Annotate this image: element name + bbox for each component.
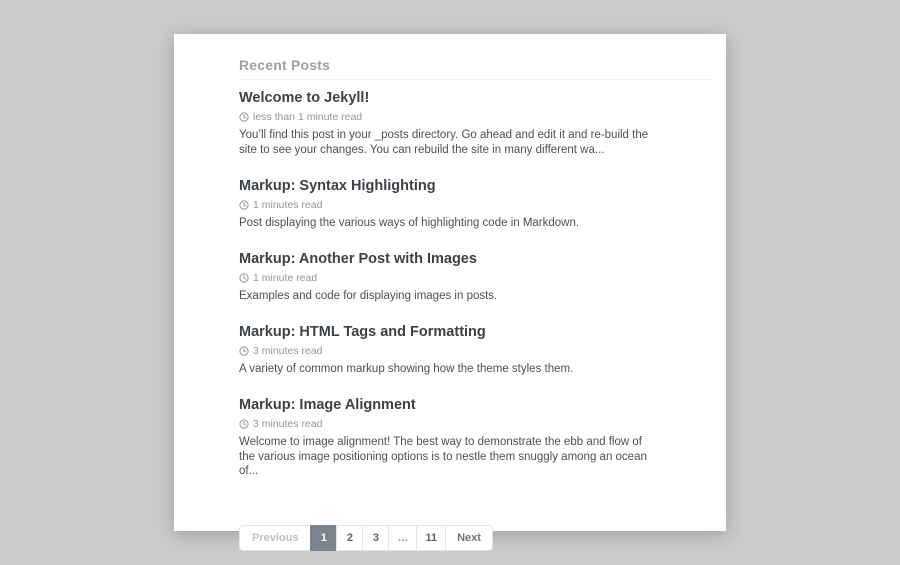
post-item [239,397,712,479]
post-excerpt: You’ll find this post in your _posts directory. Go ahead and edit it and re-build the site to see your changes. You can rebuild the site in many different wa... [239,129,649,156]
clock-icon [239,419,249,429]
post-meta [239,272,712,284]
post-title-link[interactable]: Markup: Another Post with Images [239,250,477,267]
read-time: 1 minute read [253,271,318,284]
post-title-link[interactable]: Markup: Syntax Highlighting [239,177,436,194]
read-time: 3 minutes read [253,417,323,430]
post-meta [239,111,712,123]
post-meta [239,345,712,357]
read-time: less than 1 minute read [253,111,363,124]
archive-header [239,54,712,80]
pagination-page-3[interactable]: 3 [362,525,389,551]
pagination-page-2[interactable]: 2 [336,525,363,551]
post-title-link[interactable]: Markup: Image Alignment [239,396,416,413]
post-title-link[interactable]: Welcome to Jekyll! [239,90,370,106]
post-item [239,324,712,377]
pagination-previous-button[interactable]: Previous [239,525,311,551]
post-meta [239,418,712,430]
pagination-ellipsis: … [388,525,417,551]
pagination [239,525,493,551]
post-title-link[interactable]: Markup: HTML Tags and Formatting [239,323,486,340]
clock-icon [239,346,249,356]
clock-icon [239,273,249,283]
clock-icon [239,112,249,122]
post-item [239,178,712,231]
page-title: Recent Posts [239,57,331,73]
pagination-page-1[interactable]: 1 [310,525,337,551]
post-excerpt: Welcome to image alignment! The best way to demonstrate the ebb and flow of the various image positioning options is to nestle them snuggly among an ocean of... [239,435,647,478]
post-item [239,251,712,304]
pagination-next-button[interactable]: Next [445,525,493,551]
recent-posts-card [174,34,726,544]
post-excerpt: Post displaying the various ways of highlighting code in Markdown. [239,216,580,229]
post-item [239,90,712,158]
pagination-page-11[interactable]: 11 [416,525,446,551]
read-time: 1 minutes read [253,198,323,211]
post-excerpt: A variety of common markup showing how the theme styles them. [239,362,574,375]
clock-icon [239,200,249,210]
read-time: 3 minutes read [253,344,323,357]
posts-list [239,90,712,479]
post-excerpt: Examples and code for displaying images in posts. [239,289,498,302]
post-meta [239,199,712,211]
